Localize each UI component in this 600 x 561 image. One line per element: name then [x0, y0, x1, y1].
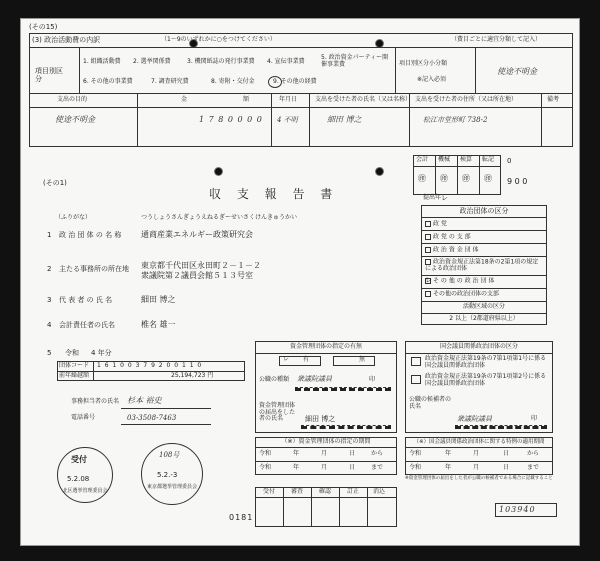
footnote: ※資金管理団体の届出をした者が公職の候補者である場合に記載すること — [405, 476, 553, 481]
col-amount-1: 金 — [181, 96, 188, 103]
org-type-option: 政 治 資 金 団 体 — [425, 247, 479, 254]
phone-label: 電話番号 — [71, 414, 96, 421]
staff-label: 事務担当者の氏名 — [71, 398, 120, 405]
page-code: 0181 — [229, 513, 254, 522]
col-purpose: 支出の目的 — [57, 96, 88, 103]
review-transcribe: 転記 — [482, 156, 495, 163]
review-side-digits: 9 0 0 — [507, 177, 528, 186]
office-address-line2: 衆議院第２議員会館５１３号室 — [141, 271, 253, 280]
category-9: 9. その他の経費 — [273, 78, 317, 85]
review-mark: ㊞ — [462, 174, 470, 183]
diet-seal: 印 — [531, 415, 538, 422]
review-top-digit: 0 — [507, 157, 512, 165]
receipt-col: 訂正 — [347, 488, 360, 495]
period-unit: 日 — [503, 450, 510, 457]
period-unit: 日 — [349, 464, 356, 471]
period-unit: 年 — [445, 464, 452, 471]
review-check: 検算 — [460, 156, 473, 163]
form-number-top: (その15) — [29, 23, 58, 31]
fund-official-label: 公職の種類 — [259, 376, 290, 383]
receipt-col: 受付 — [263, 488, 276, 495]
year-era: 令和 — [65, 349, 79, 357]
period-unit: 月 — [473, 464, 480, 471]
org-name-value: 通商産業エネルギー政策研究会 — [141, 230, 253, 239]
stamp-left-top: 受付 — [71, 455, 87, 464]
rep-value: 細田 博之 — [141, 295, 176, 304]
diet-official-value: 衆議院議員 — [457, 415, 492, 423]
fund-no: 無 — [359, 356, 366, 363]
col-amount-2: 額 — [243, 96, 250, 103]
item-label: 項目別区分 — [35, 67, 63, 84]
period-unit: 年 — [293, 450, 300, 457]
subcategory-value: 使途不明金 — [497, 67, 537, 76]
area-value: 2 以上（2都道府県以上） — [449, 315, 519, 323]
period-unit: 年 — [445, 450, 452, 457]
period-unit: 月 — [473, 450, 480, 457]
period-unit: 月 — [321, 464, 328, 471]
period-unit: 日 — [349, 450, 356, 457]
org-code-label: 団体コード — [59, 362, 90, 369]
fund-official-value: 衆議院議員 — [297, 375, 332, 383]
review-mark: ㊞ — [484, 174, 492, 183]
org-name-label: 政 治 団 体 の 名 称 — [59, 231, 122, 239]
org-type-header: 政治団体の区分 — [459, 207, 509, 216]
expense-table — [29, 33, 573, 147]
category-3: 3. 機関紙誌の発行事業費 — [187, 58, 255, 65]
treasurer-label: 会計責任者の氏名 — [59, 321, 115, 329]
period-right-header: （※）国会議員関係政治団体に関する特例の適用期間 — [413, 439, 545, 446]
period-unit: まで — [371, 464, 384, 471]
category-5: 5. 政治資金パーティー開催事業費 — [321, 54, 389, 68]
punch-hole-icon — [214, 167, 223, 176]
org-type-option: 政治資金規正法第18条の2第1項の規定による政治団体 — [425, 258, 539, 273]
row-number: 1 — [47, 231, 52, 239]
period-unit: 月 — [321, 450, 328, 457]
furigana-value: つうしょうさんぎょうえねるぎーせいさくけんきゅうかい — [141, 214, 298, 221]
report-sheet — [20, 18, 580, 546]
period-left-header: （※）資金管理団体の指定の期間 — [281, 438, 371, 446]
col-note: 備考 — [547, 96, 560, 103]
subcategory-required: ※記入必須 — [417, 76, 447, 83]
area-header: 活動区域の区分 — [462, 303, 505, 311]
org-type-option: 政 党 の 支 部 — [425, 234, 471, 241]
period-unit: から — [371, 450, 384, 457]
diet-option-2: 政治資金規正法第19条の7第1項第2号に係る国会議員関係政治団体 — [425, 373, 547, 387]
prev-balance-label: 前年繰越額 — [59, 372, 90, 379]
fund-header: 資金管理団体の指定の有無 — [289, 342, 362, 350]
row-number: 5 — [47, 349, 52, 357]
payee-address-value: 松江市堂形町 738-2 — [423, 116, 488, 124]
org-type-option: その他の政治団体の支部 — [425, 291, 499, 298]
stamp-right-bottom: 東京都選挙管理委員会 — [146, 484, 197, 490]
instruction-mid: （1～9のいずれかに○をつけてください） — [161, 36, 276, 43]
stamp-left-bottom: 北区選挙管理委員会 — [62, 488, 108, 494]
office-address-line1: 東京都千代田区永田町２－１－２ — [141, 261, 261, 270]
furigana-label: （ふりがな） — [55, 214, 92, 221]
circled-category-icon — [268, 76, 282, 88]
col-date: 年月日 — [279, 96, 298, 103]
serial-number: 103940 — [499, 505, 536, 514]
row-number: 2 — [47, 265, 52, 273]
category-6: 6. その他の事業費 — [83, 78, 133, 85]
fund-person-value: 細田 博之 — [305, 415, 336, 423]
category-8: 8. 寄附・交付金 — [211, 78, 255, 85]
col-payee-address: 支出を受けた者の住所（又は所在地） — [415, 96, 518, 103]
org-type-option: 政 党 — [425, 221, 447, 228]
diet-header: 国会議員関係政治団体の区分 — [439, 342, 518, 350]
amount-value: 1 7 8 0 0 0 0 — [199, 115, 263, 124]
period-unit: まで — [527, 464, 540, 471]
checkmark-icon: レ — [425, 276, 432, 284]
form-number: (その1) — [43, 179, 67, 187]
prev-balance-value: 25,194,723 円 — [171, 372, 214, 379]
row-number: 4 — [47, 321, 52, 329]
stamp-right-date: 5.2.-3 — [157, 471, 178, 479]
receipt-col: 消込 — [373, 488, 386, 495]
category-7: 7. 調査研究費 — [151, 78, 189, 85]
year-value: 4 年分 — [91, 349, 112, 357]
stamp-left-date: 5.2.08 — [67, 475, 90, 483]
form-title: 収 支 報 告 書 — [209, 187, 339, 201]
review-machine: 機械 — [438, 156, 451, 163]
fund-yes: 有 — [303, 356, 310, 363]
section-title: (3) 政治活動費の内訳 — [32, 36, 101, 44]
category-4: 4. 宣伝事業費 — [267, 58, 305, 65]
purpose-value: 使途不明金 — [55, 115, 95, 124]
date-value: 4 不明 — [277, 116, 298, 124]
receipt-col: 確認 — [319, 488, 332, 495]
phone-value: 03-3508-7463 — [127, 414, 177, 422]
staff-value: 杉本 裕史 — [127, 396, 162, 405]
received-label: 提出年 — [423, 194, 442, 201]
fund-person-label: 資金管理団体の届出をした者の氏名 — [259, 402, 296, 423]
period-right-era: 令和 — [409, 464, 422, 471]
punch-hole-icon — [375, 167, 384, 176]
fund-yes-mark: レ — [283, 356, 290, 363]
diet-option-1: 政治資金規正法第19条の7第1項第1号に係る国会議員関係政治団体 — [425, 355, 547, 369]
row-number: 3 — [47, 296, 52, 304]
period-left-era: 令和 — [259, 450, 272, 457]
category-2: 2. 選挙関係費 — [133, 58, 171, 65]
period-left-era: 令和 — [259, 464, 272, 471]
fund-seal: 印 — [369, 376, 376, 383]
receipt-col: 審査 — [291, 488, 304, 495]
payee-name-value: 細田 博之 — [327, 115, 362, 124]
col-payee-name: 支出を受けた者の氏名（又は名称） — [315, 96, 412, 103]
review-accounting: 会計 — [416, 156, 429, 163]
period-unit: 年 — [293, 464, 300, 471]
office-label: 主たる事務所の所在地 — [59, 265, 129, 273]
treasurer-value: 椎名 雄一 — [141, 320, 176, 329]
period-unit: から — [527, 450, 540, 457]
org-code-value: 1 6 1 0 0 3 7 9 2 0 0 1 1 0 — [97, 362, 203, 369]
stamp-right-top: 108号 — [159, 451, 180, 459]
subcategory-label: 項目別区分小分類 — [399, 60, 448, 67]
received-mark: レ — [441, 194, 448, 202]
diet-official-label: 公職の候補者の氏名 — [409, 396, 452, 410]
review-mark: ㊞ — [440, 174, 448, 183]
review-mark: ㊞ — [418, 174, 426, 183]
rep-label: 代 表 者 の 氏 名 — [59, 296, 113, 304]
category-1: 1. 組織活動費 — [83, 58, 121, 65]
instruction-right: （費目ごとに適宜分類して記入） — [451, 36, 542, 43]
period-unit: 日 — [503, 464, 510, 471]
org-type-option-checked: そ の 他 の 政 治 団 体 — [425, 278, 494, 285]
period-right-era: 令和 — [409, 450, 422, 457]
